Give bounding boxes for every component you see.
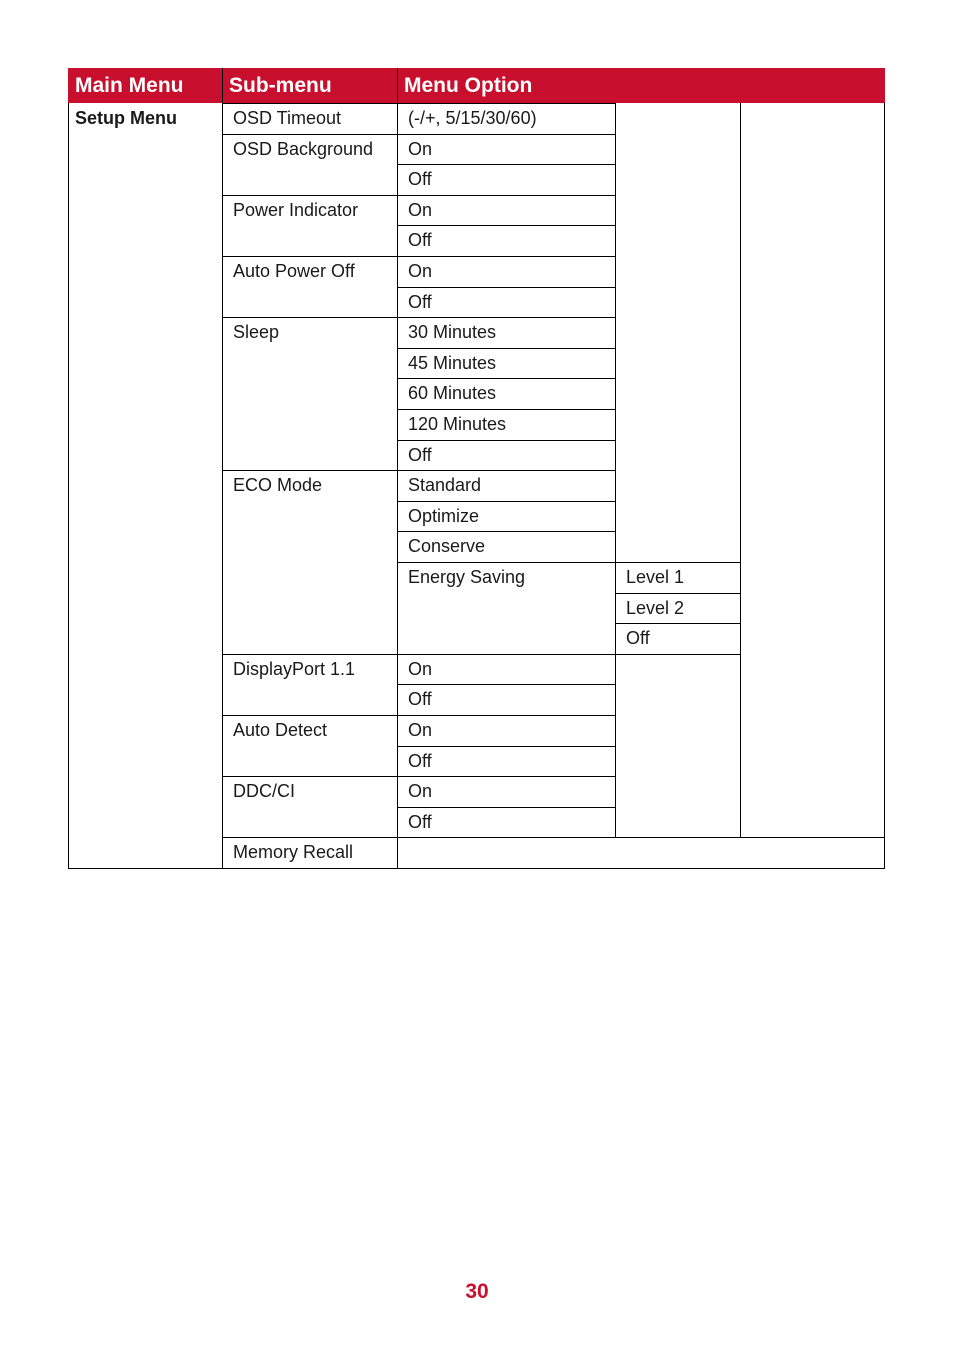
menu-option: On: [408, 261, 433, 281]
rule-line: [397, 134, 616, 135]
sub-menu-item: OSD Timeout: [233, 108, 342, 128]
menu-option: On: [408, 200, 433, 220]
sub-menu-item: DDC/CI: [233, 781, 295, 801]
rule-line: [397, 256, 616, 257]
energy-saving-level: Level 1: [626, 567, 685, 587]
menu-option: Off: [408, 689, 432, 709]
rule-line: [397, 195, 616, 196]
sub-menu-item: ECO Mode: [233, 475, 323, 495]
header-main-menu: Main Menu: [68, 68, 222, 103]
rule-line: [222, 715, 398, 716]
rule-line: [615, 593, 741, 594]
rule-line: [222, 256, 398, 257]
rule-line: [222, 317, 398, 318]
rule-line: [222, 837, 398, 838]
rule-line: [397, 225, 616, 226]
rule-line: [884, 103, 885, 869]
menu-option: (-/+, 5/15/30/60): [408, 108, 537, 128]
page-number: 30: [465, 1280, 489, 1303]
header-menu-option: Menu Option: [397, 68, 885, 103]
rule-line: [397, 531, 616, 532]
rule-line: [222, 776, 398, 777]
rule-line: [397, 317, 616, 318]
rule-line: [68, 103, 69, 869]
main-menu-setup: Setup Menu: [75, 108, 177, 128]
rule-line: [740, 103, 741, 837]
menu-option: Conserve: [408, 536, 486, 556]
sub-menu-item: Auto Detect: [233, 720, 328, 740]
rule-line: [397, 440, 616, 441]
sub-menu-item: Auto Power Off: [233, 261, 355, 281]
energy-saving-level: Level 2: [626, 598, 685, 618]
rule-line: [397, 562, 616, 563]
rule-line: [397, 164, 616, 165]
rule-line: [222, 195, 398, 196]
rule-line: [615, 103, 616, 837]
rule-line: [397, 501, 616, 502]
sub-menu-item: Sleep: [233, 322, 280, 342]
rule-line: [615, 654, 741, 655]
menu-option: Off: [408, 169, 432, 189]
menu-option: 60 Minutes: [408, 383, 497, 403]
rule-line: [222, 103, 223, 869]
rule-line: [397, 287, 616, 288]
menu-option: 30 Minutes: [408, 322, 497, 342]
rule-line: [222, 68, 223, 103]
rule-line: [397, 684, 616, 685]
menu-option: On: [408, 659, 433, 679]
rule-line: [397, 378, 616, 379]
rule-line: [222, 470, 398, 471]
menu-option: On: [408, 781, 433, 801]
rule-line: [397, 654, 616, 655]
menu-option: Off: [408, 445, 432, 465]
menu-option: Optimize: [408, 506, 480, 526]
sub-menu-item: Power Indicator: [233, 200, 359, 220]
rule-line: [615, 562, 741, 563]
rule-line: [222, 103, 398, 104]
rule-line: [222, 134, 398, 135]
menu-option: 45 Minutes: [408, 353, 497, 373]
menu-option: Off: [408, 751, 432, 771]
rule-line: [397, 715, 616, 716]
rule-line: [397, 103, 616, 104]
rule-line: [397, 103, 398, 869]
menu-option: Standard: [408, 475, 482, 495]
rule-line: [397, 348, 616, 349]
rule-line: [615, 623, 741, 624]
menu-option: Energy Saving: [408, 567, 526, 587]
rule-line: [397, 807, 616, 808]
rule-line: [222, 654, 398, 655]
sub-menu-item: Memory Recall: [233, 842, 354, 862]
menu-option: Off: [408, 230, 432, 250]
menu-option: On: [408, 720, 433, 740]
menu-option: Off: [408, 812, 432, 832]
sub-menu-item: DisplayPort 1.1: [233, 659, 356, 679]
rule-line: [68, 868, 885, 869]
menu-option: 120 Minutes: [408, 414, 507, 434]
menu-option: On: [408, 139, 433, 159]
rule-line: [397, 68, 398, 103]
rule-line: [397, 409, 616, 410]
rule-line: [397, 776, 616, 777]
rule-line: [615, 837, 885, 838]
rule-line: [397, 746, 616, 747]
rule-line: [397, 470, 616, 471]
sub-menu-item: OSD Background: [233, 139, 374, 159]
energy-saving-level: Off: [626, 628, 650, 648]
header-sub-menu: Sub-menu: [222, 68, 397, 103]
menu-option: Off: [408, 292, 432, 312]
